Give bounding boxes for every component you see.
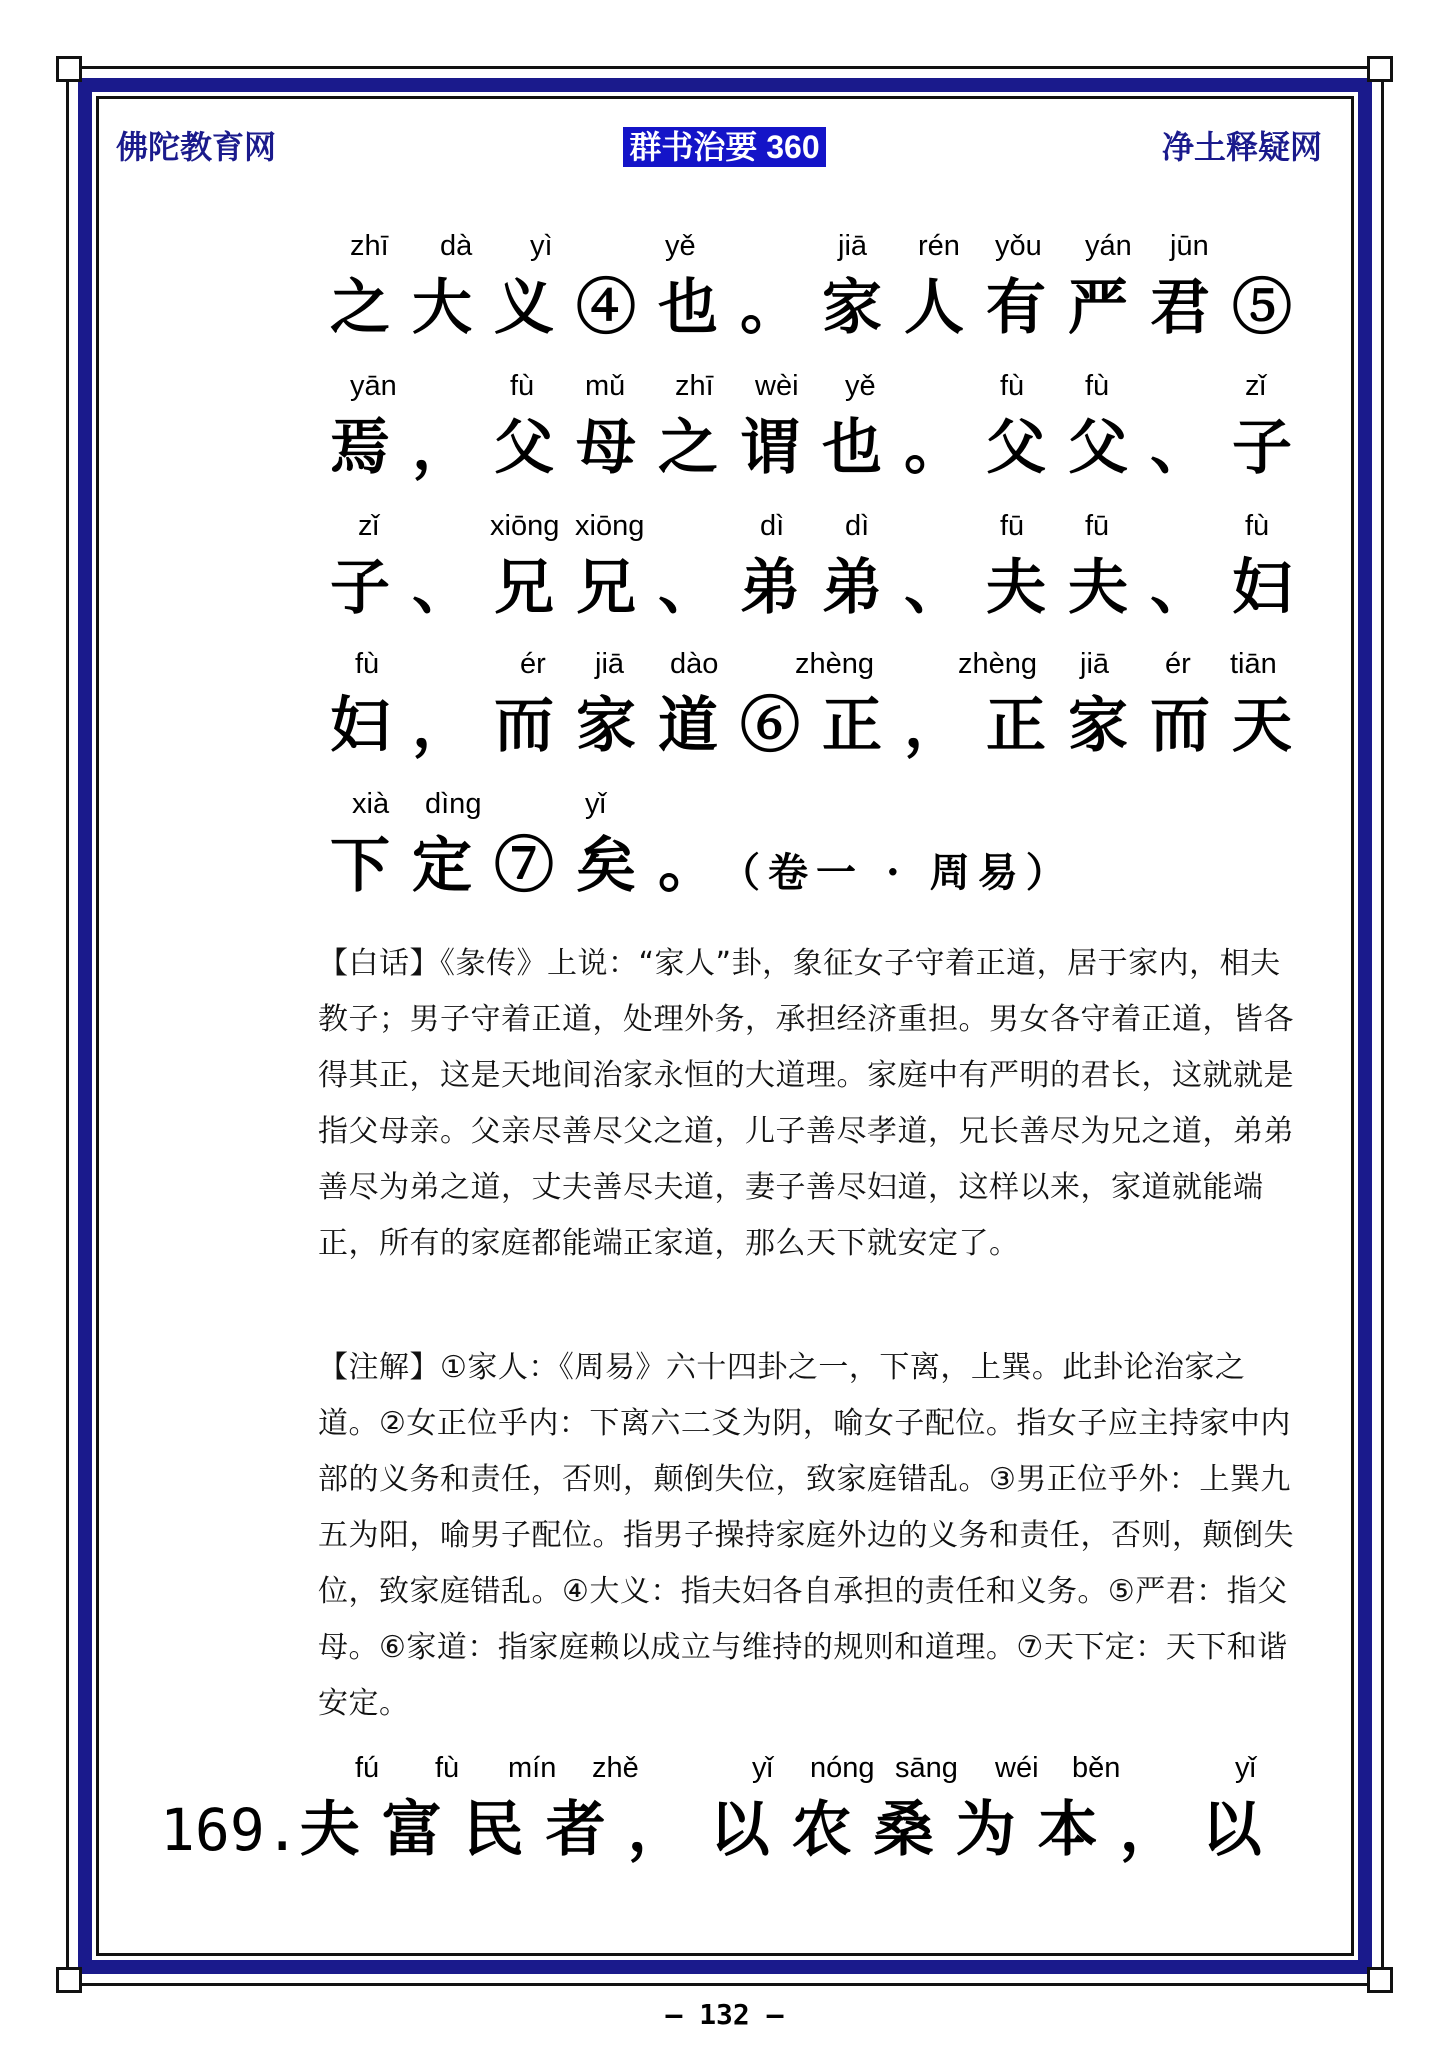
pinyin: yǒu (995, 230, 1042, 262)
pinyin: fù (1245, 510, 1270, 542)
header-book-title: 群书治要 360 (623, 127, 825, 167)
entry-verse: 夫富民者，以农桑为本，以 (299, 1795, 1284, 1865)
pinyin: fù (435, 1752, 460, 1784)
pinyin: mǔ (585, 370, 626, 402)
pinyin: jūn (1170, 230, 1209, 262)
verse-text (330, 831, 1074, 901)
corner-ornament (1367, 56, 1393, 82)
pinyin: wéi (995, 1752, 1039, 1784)
pinyin: zhī (675, 370, 714, 402)
pinyin: xiōng (490, 510, 560, 542)
pinyin: ér (1165, 648, 1191, 680)
pinyin: běn (1072, 1752, 1121, 1784)
pinyin: yǐ (1235, 1752, 1256, 1784)
corner-ornament (56, 1967, 82, 1993)
header-right-site: 净土释疑网 (1162, 129, 1323, 165)
pinyin: dào (670, 648, 719, 680)
source-citation: （卷一 · 周易） (740, 849, 1074, 896)
pinyin: nóng (810, 1752, 875, 1784)
pinyin: mín (508, 1752, 557, 1784)
pinyin: fū (1085, 510, 1110, 542)
pinyin: jiā (838, 230, 868, 262)
verse-text: 之大义④也。家人有严君⑤ (330, 273, 1314, 343)
pinyin: fù (510, 370, 535, 402)
pinyin: zhèng (958, 648, 1038, 680)
pinyin: zhèng (795, 648, 875, 680)
pinyin: xià (352, 788, 390, 820)
pinyin: wèi (755, 370, 799, 402)
corner-ornament (1367, 1967, 1393, 1993)
pinyin: zǐ (358, 510, 379, 542)
pinyin: dìng (425, 788, 482, 820)
pinyin: yě (665, 230, 696, 262)
pinyin: jiā (595, 648, 625, 680)
pinyin: xiōng (575, 510, 645, 542)
page-number: – 132 – (665, 1998, 784, 2031)
pinyin: dì (845, 510, 870, 542)
pinyin: zhī (350, 230, 389, 262)
pinyin: fù (355, 648, 380, 680)
pinyin: dì (760, 510, 785, 542)
pinyin: yān (350, 370, 397, 402)
pinyin: fù (1085, 370, 1110, 402)
pinyin: jiā (1080, 648, 1110, 680)
vernacular-paragraph: 【白话】《彖传》上说：“家人”卦，象征女子守着正道，居于家内，相夫教子；男子守着正道，处理外务，承担经济重担。男女各守着正道，皆各得其正，这是天地间治家永恒的大道理。家庭中有严明的君长，这就就是指父母亲。父亲尽善尽父之道，儿子善尽孝道，兄长善尽为兄之道，弟弟善尽为弟之道，丈夫善尽夫道，妻子善尽妇道，这样以来，家道就能端正，所有的家庭都能端正家道，那么天下就安定了。 (318, 946, 1294, 1261)
verse-text: 焉，父母之谓也。父父、子 (330, 413, 1314, 483)
verse-text-main: 下定⑦矣。 (330, 831, 740, 901)
pinyin: yǐ (585, 788, 606, 820)
header-left-site: 佛陀教育网 (116, 129, 277, 165)
pinyin: yì (530, 230, 553, 262)
pinyin: ér (520, 648, 546, 680)
pinyin: zhě (592, 1752, 639, 1784)
pinyin: fù (1000, 370, 1025, 402)
pinyin: yán (1085, 230, 1132, 262)
entry-text (160, 1795, 1284, 1865)
pinyin: fú (355, 1752, 380, 1784)
pinyin: sāng (895, 1752, 958, 1784)
verse-text: 妇，而家道⑥正，正家而天 (330, 691, 1314, 761)
pinyin: tiān (1230, 648, 1277, 680)
notes-paragraph: 【注解】①家人：《周易》六十四卦之一，下离，上巽。此卦论治家之道。②女正位乎内：下离六二爻为阴，喻女子配位。指女子应主持家中内部的义务和责任，否则，颠倒失位，致家庭错乱。③男正位乎外：上巽九五为阳，喻男子配位。指男子操持家庭外边的义务和责任，否则，颠倒失位，致家庭错乱。④大义：指夫妇各自承担的责任和义务。⑤严君：指父母。⑥家道：指家庭赖以成立与维持的规则和道理。⑦天下定：天下和谐安定。 (318, 1350, 1294, 1721)
pinyin: yǐ (752, 1752, 773, 1784)
entry-number: 169. (160, 1796, 300, 1864)
pinyin: zǐ (1245, 370, 1266, 402)
pinyin: fū (1000, 510, 1025, 542)
verse-text: 子、兄兄、弟弟、夫夫、妇 (330, 553, 1314, 623)
pinyin: yě (845, 370, 876, 402)
pinyin: dà (440, 230, 473, 262)
corner-ornament (56, 56, 82, 82)
pinyin: rén (918, 230, 960, 262)
